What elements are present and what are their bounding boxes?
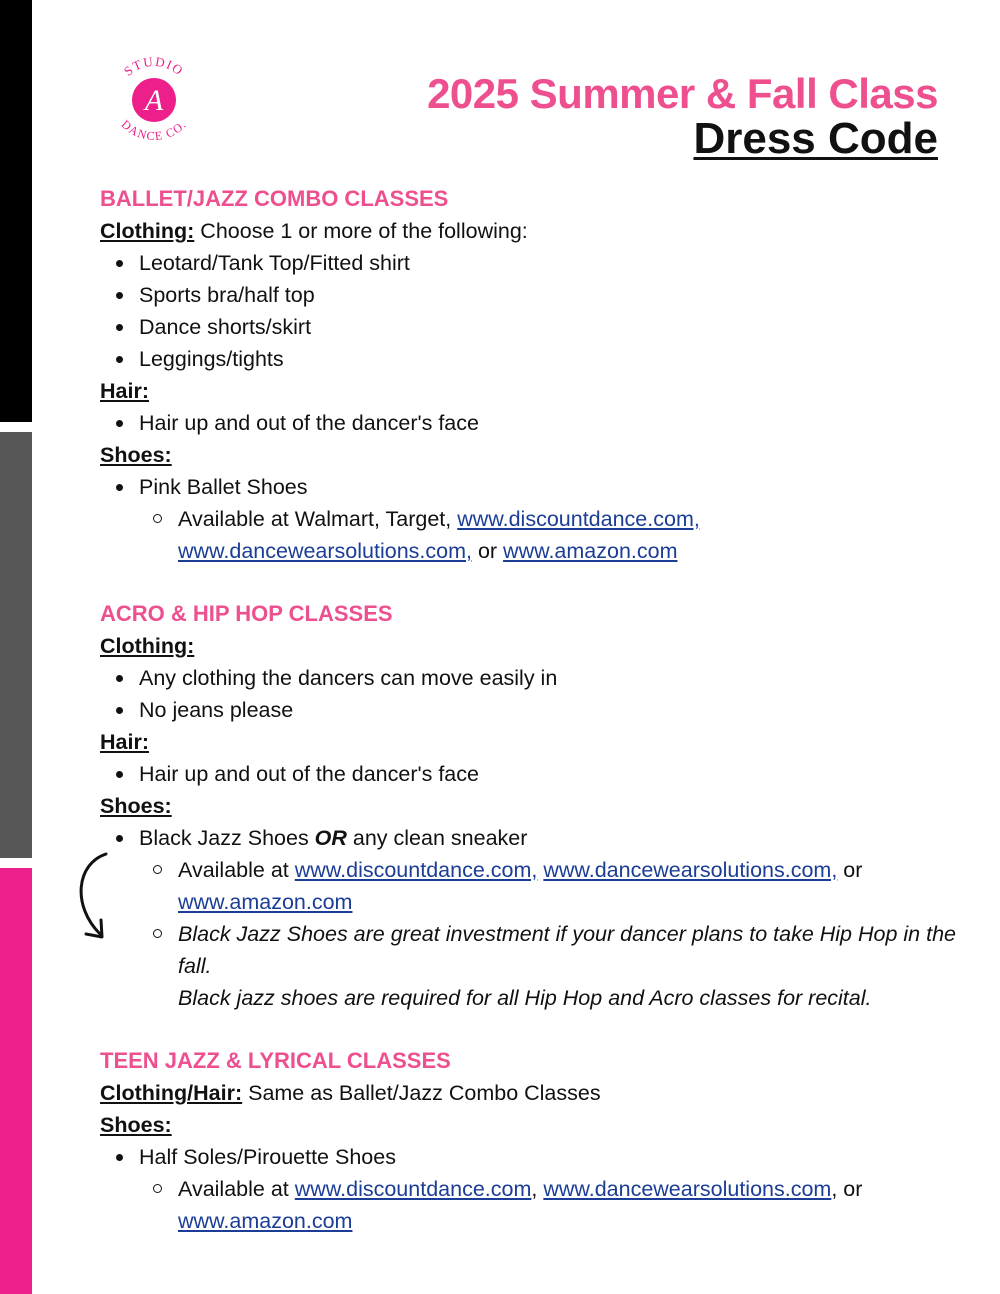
or-text: or — [837, 858, 863, 882]
note-item — [139, 918, 980, 1014]
shoes-item-post: any clean sneaker — [346, 826, 528, 850]
discountdance-link[interactable]: www.discountdance.com, — [457, 507, 700, 531]
availability-item — [139, 503, 980, 567]
shoes-list — [100, 822, 980, 1014]
page-title: 2025 Summer & Fall Class — [427, 70, 938, 117]
section-teen — [100, 1045, 980, 1237]
shoes-item: Half Soles/Pirouette Shoes — [139, 1145, 396, 1169]
section-title: BALLET/JAZZ COMBO CLASSES — [100, 186, 449, 211]
availability-item — [139, 1173, 980, 1237]
section-title: ACRO & HIP HOP CLASSES — [100, 601, 393, 626]
availability-list — [139, 854, 980, 1014]
list-item: Hair up and out of the dancer's face — [100, 407, 980, 439]
discountdance-link[interactable]: www.discountdance.com, — [294, 858, 538, 882]
amazon-link[interactable]: www.amazon.com — [178, 1209, 353, 1233]
amazon-link[interactable]: www.amazon.com — [178, 890, 353, 914]
list-item: Leotard/Tank Top/Fitted shirt — [100, 247, 980, 279]
hair-list — [100, 407, 980, 439]
shoes-list — [100, 471, 980, 567]
comma-text: , — [531, 1177, 544, 1201]
list-item — [100, 822, 980, 1014]
clothing-label: Clothing: — [100, 634, 195, 658]
shoes-label: Shoes: — [100, 794, 172, 818]
list-item: Sports bra/half top — [100, 279, 980, 311]
list-item — [100, 471, 980, 567]
clothing-label: Clothing: — [100, 219, 195, 243]
shoes-list — [100, 1141, 980, 1237]
shoes-item-pre: Black Jazz Shoes — [139, 826, 315, 850]
list-item: Hair up and out of the dancer's face — [100, 758, 980, 790]
dress-code-content — [100, 183, 980, 1237]
discountdance-link[interactable]: www.discountdance.com — [294, 1177, 532, 1201]
page-subtitle: Dress Code — [693, 114, 938, 163]
shoes-label: Shoes: — [100, 1113, 172, 1137]
availability-text: Available at — [178, 858, 295, 882]
section-acro-hiphop — [100, 598, 980, 1014]
side-bar-gray — [0, 432, 32, 858]
curved-arrow-icon — [70, 850, 126, 946]
shoes-label: Shoes: — [100, 443, 172, 467]
note-line-1: Black Jazz Shoes are great investment if your dancer plans to take Hip Hop in the fall. — [178, 922, 956, 978]
shoes-item-or: OR — [314, 826, 347, 850]
section-title: TEEN JAZZ & LYRICAL CLASSES — [100, 1048, 451, 1073]
hair-label: Hair: — [100, 379, 149, 403]
dancewearsolutions-link[interactable]: www.dancewearsolutions.com, — [178, 539, 472, 563]
dancewearsolutions-link[interactable]: www.dancewearsolutions.com — [543, 1177, 832, 1201]
availability-item — [139, 854, 980, 918]
amazon-link[interactable]: www.amazon.com — [503, 539, 678, 563]
shoes-item: Pink Ballet Shoes — [139, 475, 308, 499]
side-bar-black — [0, 0, 32, 422]
clothing-line — [100, 215, 980, 247]
availability-text: Available at Walmart, Target, — [178, 507, 458, 531]
hair-list — [100, 758, 980, 790]
availability-text: Available at — [178, 1177, 295, 1201]
hair-label: Hair: — [100, 730, 149, 754]
or-text: or — [471, 539, 504, 563]
list-item — [100, 1141, 980, 1237]
logo-letter: A — [144, 84, 164, 117]
list-item: Any clothing the dancers can move easily in — [100, 662, 980, 694]
logo-arc-top: STUDIO — [120, 53, 187, 79]
clothing-text: Same as Ballet/Jazz Combo Classes — [242, 1081, 601, 1105]
list-item: Leggings/tights — [100, 343, 980, 375]
or-text: , or — [831, 1177, 863, 1201]
list-item: Dance shorts/skirt — [100, 311, 980, 343]
clothing-list — [100, 662, 980, 726]
logo-arc-bottom: DANCE CO. — [118, 117, 190, 144]
clothing-hair-label: Clothing/Hair: — [100, 1081, 243, 1105]
studio-logo — [104, 52, 204, 148]
availability-list — [139, 1173, 980, 1237]
list-item: No jeans please — [100, 694, 980, 726]
availability-list — [139, 503, 980, 567]
clothing-list — [100, 247, 980, 375]
note-line-2: Black jazz shoes are required for all Hip Hop and Acro classes for recital. — [178, 986, 872, 1010]
section-ballet-jazz — [100, 183, 980, 567]
clothing-intro: Choose 1 or more of the following: — [194, 219, 528, 243]
side-bar-pink — [0, 868, 32, 1294]
dancewearsolutions-link[interactable]: www.dancewearsolutions.com, — [543, 858, 838, 882]
